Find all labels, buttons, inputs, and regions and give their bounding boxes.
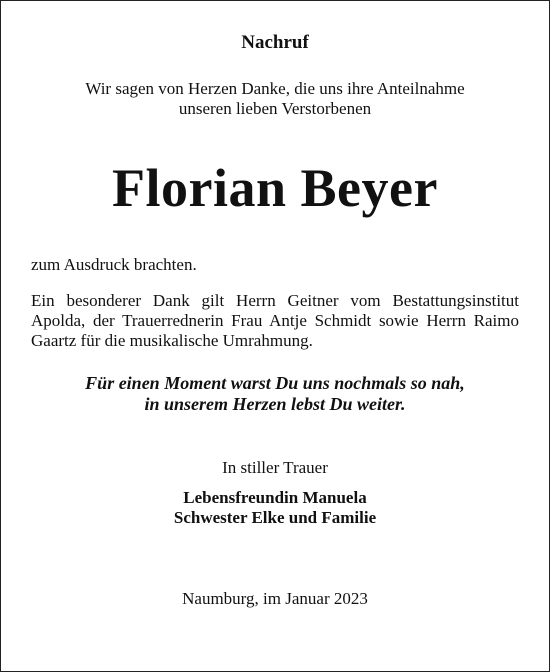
quote-line-1: Für einen Moment warst Du uns nochmals so nah, [85,373,465,393]
mourning-line: In stiller Trauer [222,458,328,477]
intro-line-1: Wir sagen von Herzen Danke, die uns ihre Anteilnahme [85,79,465,98]
notice-heading: Nachruf [241,32,309,53]
place-date: Naumburg, im Januar 2023 [182,589,368,608]
signer-line-2: Schwester Elke und Familie [173,508,377,527]
thanks-paragraph: Ein besonderer Dank gilt Herrn Geitner vom Bestattungsinstitut Apolda, der Trauerrednerin Frau Antje Schmidt sowie Herrn Raimo Gaartz für die musikalische Umrahmung. [31,291,519,350]
quote-line-2: in unserem Herzen lebst Du weiter. [144,394,406,414]
expression-line: zum Ausdruck brachten. [31,255,197,274]
intro-line-2: unseren lieben Verstorbenen [178,99,372,118]
signer-line-1: Lebensfreundin Manuela [183,488,367,507]
deceased-name: Florian Beyer [112,158,438,218]
signers [1,488,549,528]
intro-text [21,79,529,119]
memorial-quote [21,373,529,415]
